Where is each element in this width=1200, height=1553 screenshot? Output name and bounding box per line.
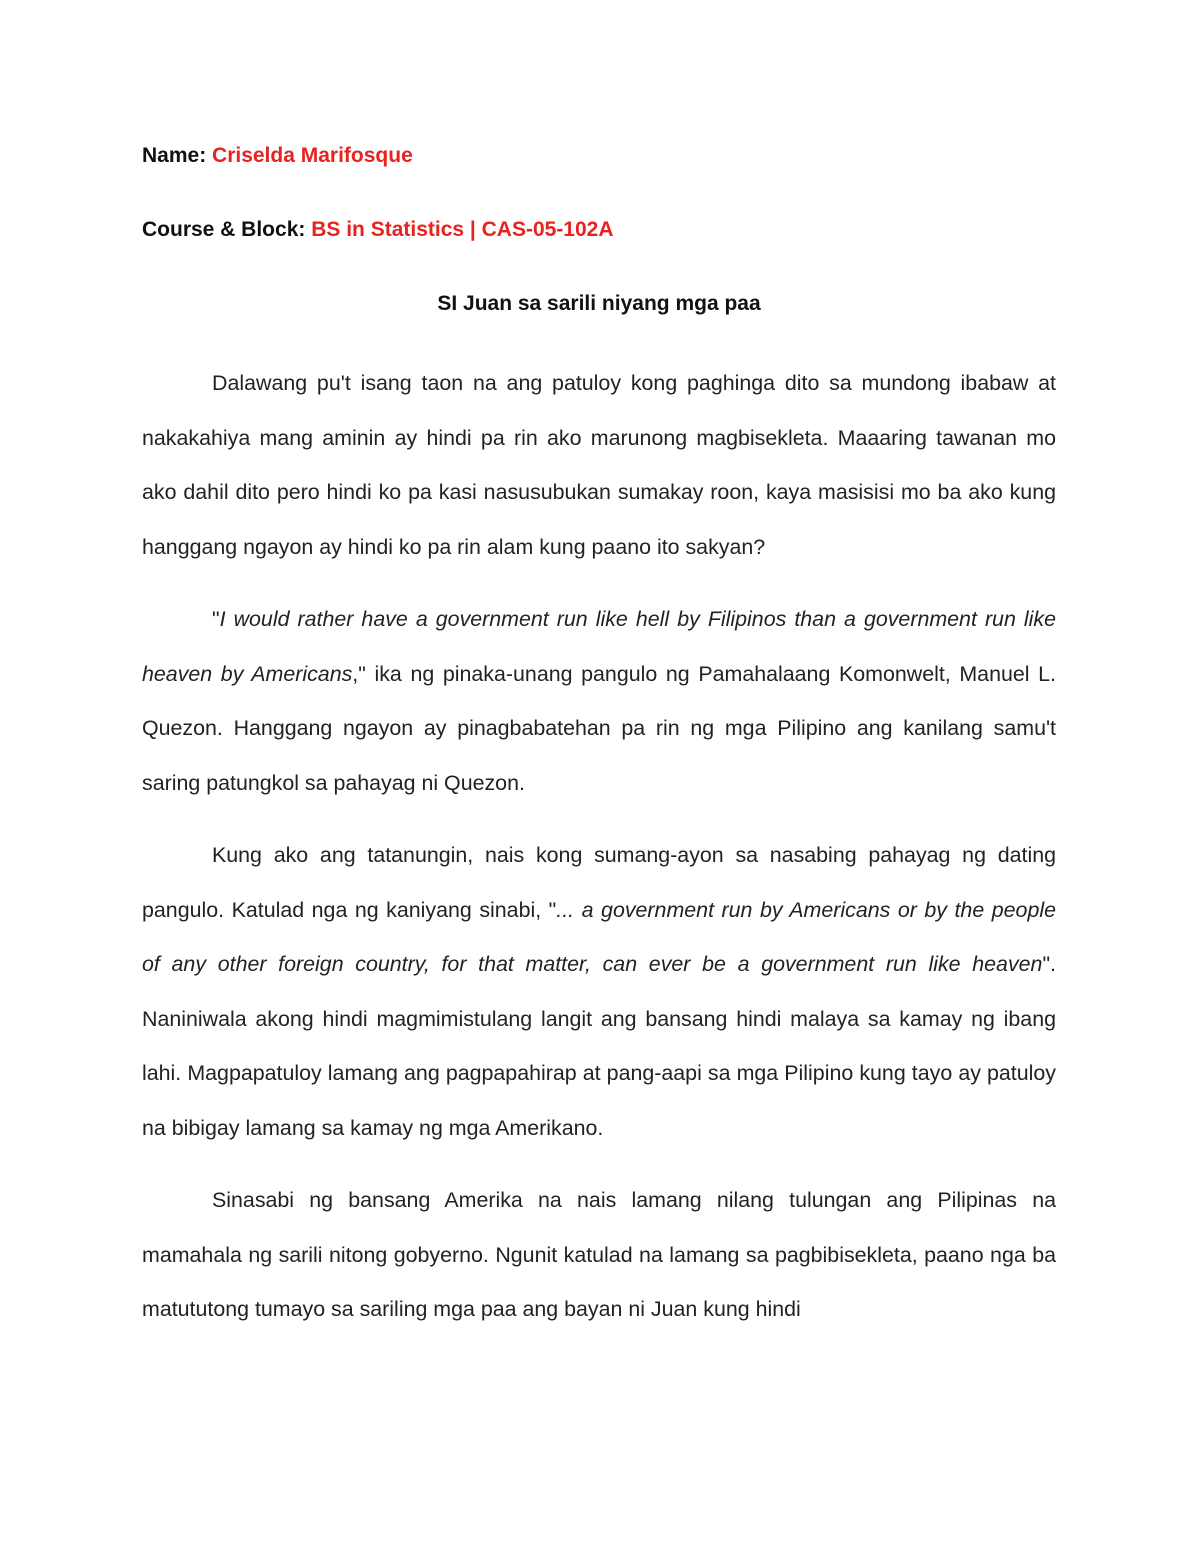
course-value: BS in Statistics | CAS-05-102A: [311, 218, 614, 241]
paragraph-2: [142, 592, 1056, 810]
open-quote: ": [212, 607, 220, 631]
essay-title: SI Juan sa sarili niyang mga paa: [437, 292, 761, 315]
paragraph-4: Sinasabi ng bansang Amerika na nais lamang nilang tulungan ang Pilipinas na mamahala ng sarili nitong gobyerno. Ngunit katulad na lamang sa pagbibisekleta, paano nga ba matututong tumayo sa sariling mga paa ang bayan ni Juan kung hindi: [142, 1188, 1056, 1321]
paragraph-1: Dalawang pu't isang taon na ang patuloy kong paghinga dito sa mundong ibabaw at nakakahiya mang aminin ay hindi pa rin ako marunong magbisekleta. Maaaring tawanan mo ako dahil dito pero hindi ko pa kasi nasusubukan sumakay roon, kaya masisisi mo ba ako kung hanggang ngayon ay hindi ko pa rin alam kung paano ito sakyan?: [142, 371, 1056, 559]
name-label: Name: [142, 144, 200, 167]
document-content: [142, 138, 1056, 1355]
name-value: Criselda Marifosque: [212, 144, 413, 167]
course-block-line: [142, 212, 1056, 248]
paragraph-2-text: ," ika ng pinaka-unang pangulo ng Pamahalaang Komonwelt, Manuel L. Quezon. Hanggang ngayon ay pinagbabatehan pa rin ng mga Pilipino ang kanilang samu't saring patungkol sa pahayag ni Quezon.: [142, 661, 1056, 795]
paragraph-3-text-after: ". Naniniwala akong hindi magmimistulang langit ang bansang hindi malaya sa kamay ng ibang lahi. Magpapatuloy lamang ang pagpapahirap at pang-aapi sa mga Pilipino kung tayo ay patuloy na bibigay lamang sa kamay ng mga Amerikano.: [142, 952, 1056, 1140]
course-label: Course & Block:: [142, 218, 312, 241]
paragraph-3: [142, 828, 1056, 1155]
quezon-quote: I would rather have a government run like hell by Filipinos than a government run like heaven by Americans: [142, 607, 1056, 686]
paragraph-3-quote: ... a government run by Americans or by the people of any other foreign country, for that matter, can ever be a government run like heaven: [142, 897, 1056, 976]
name-separator: :: [199, 144, 213, 167]
name-line: [142, 138, 1056, 174]
paragraph-3-text-before: Kung ako ang tatanungin, nais kong sumang-ayon sa nasabing pahayag ng dating pangulo. Katulad nga ng kaniyang sinabi, ": [142, 843, 1056, 922]
